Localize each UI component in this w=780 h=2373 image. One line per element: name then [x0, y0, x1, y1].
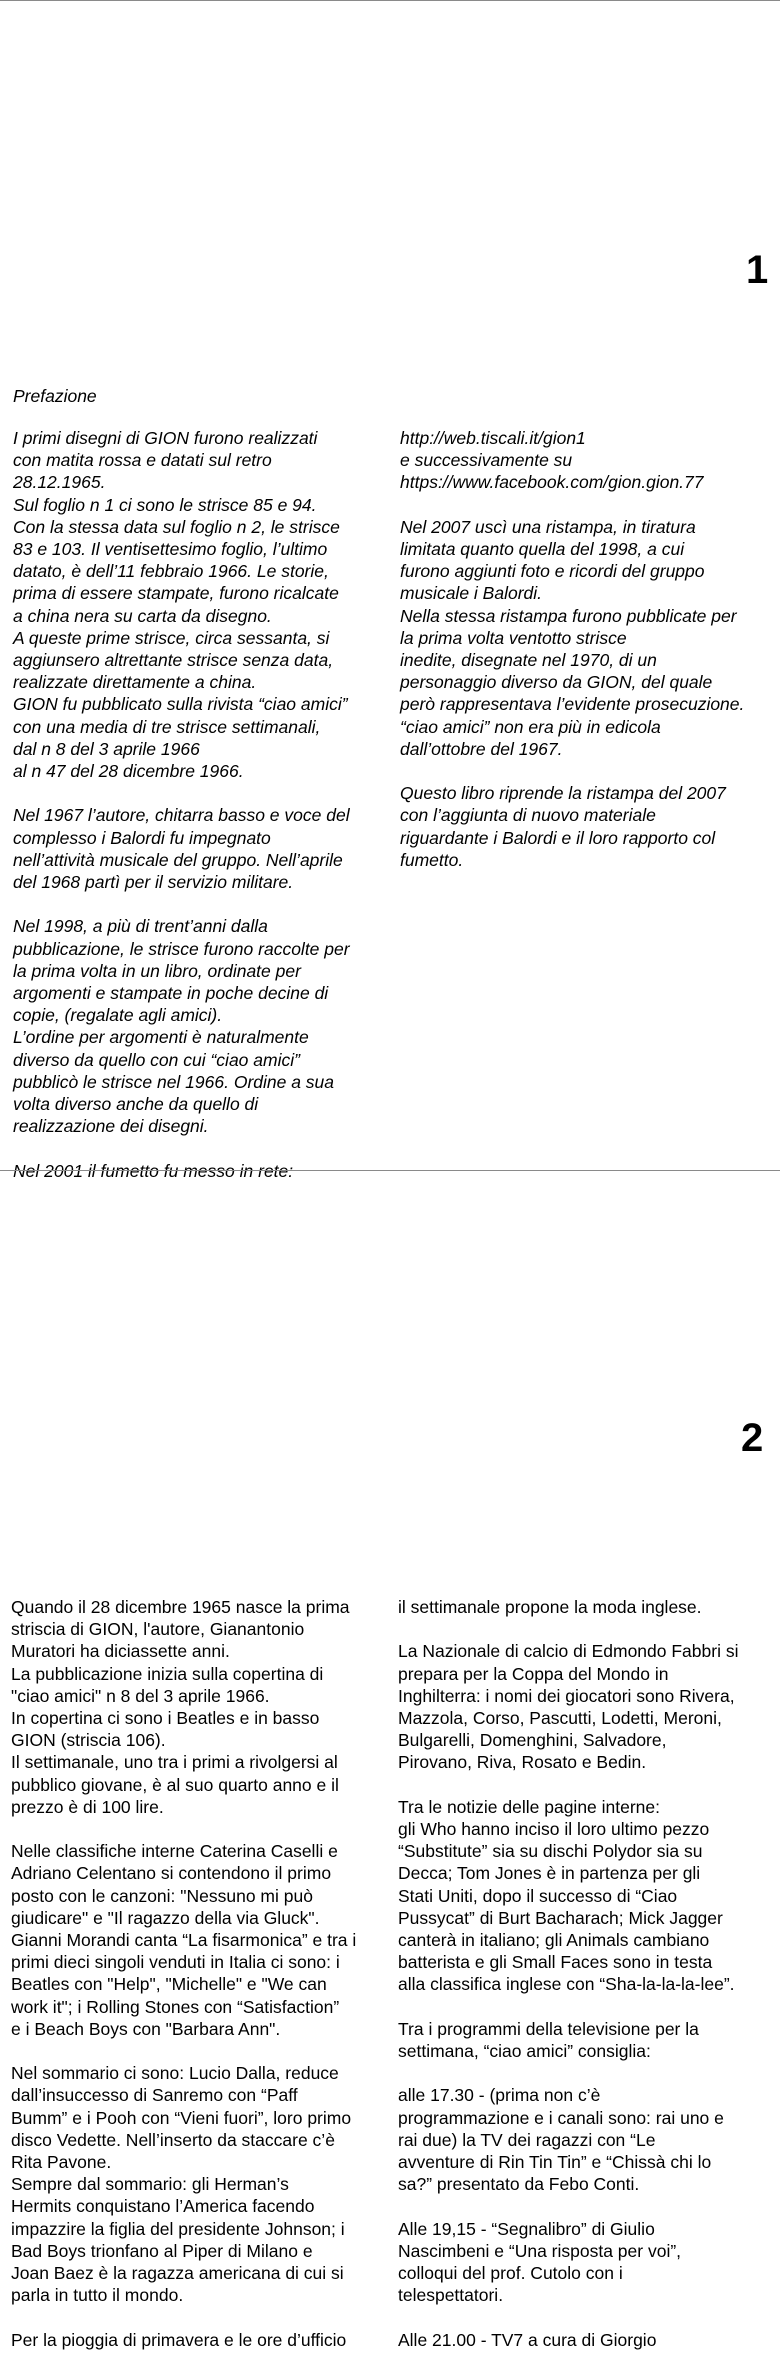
text-line: giudicare" e "Il ragazzo della via Gluck".	[11, 1907, 320, 1928]
text-line: Nella stessa ristampa furono pubblicate per	[400, 605, 737, 626]
text-line: però rappresentava l’evidente prosecuzione.	[400, 694, 745, 715]
text-line: pubblicazione, le strisce furono raccolte per	[13, 938, 350, 959]
text-line: dall’ottobre del 1967.	[400, 738, 563, 759]
text-line: canterà in italiano; gli Animals cambiano	[398, 1930, 710, 1951]
paragraph	[11, 1596, 396, 1818]
text-line: fumetto.	[400, 849, 464, 870]
text-line: primi dieci singoli venduti in Italia ci sono: i	[11, 1952, 340, 1973]
text-line: complesso i Balordi fu impegnato	[13, 827, 271, 848]
text-line: datato, è dell’11 febbraio 1966. Le storie,	[13, 561, 329, 582]
text-line: Quando il 28 dicembre 1965 nasce la prima	[11, 1597, 350, 1617]
text-line: Beatles con "Help", "Michelle" e "We can	[11, 1974, 327, 1995]
text-line: Pussycat” di Burt Bacharach; Mick Jagger	[398, 1907, 723, 1928]
text-line: telespettatori.	[398, 2285, 504, 2306]
text-line: https://www.facebook.com/gion.gion.77	[400, 472, 704, 493]
text-line: prezzo è di 100 lire.	[11, 1796, 164, 1817]
text-line: Bulgarelli, Domenghini, Salvadore,	[398, 1730, 667, 1751]
paragraph	[400, 782, 780, 871]
text-line: striscia di GION, l'autore, Gianantonio	[11, 1619, 305, 1640]
text-line: 28.12.1965.	[13, 472, 106, 493]
text-line: Joan Baez è la ragazza americana di cui si	[11, 2263, 344, 2284]
text-line: work it"; i Rolling Stones con “Satisfaction”	[11, 1996, 340, 2017]
text-line: Nel 1967 l’autore, chitarra basso e voce del	[13, 805, 350, 826]
text-line: Bad Boys trionfano al Piper di Milano e	[11, 2240, 313, 2261]
text-line: Tra le notizie delle pagine interne:	[398, 1796, 661, 1817]
text-line: Nel 1998, a più di trent’anni dalla	[13, 916, 268, 937]
text-line: gli Who hanno inciso il loro ultimo pezzo	[398, 1819, 710, 1839]
text-line: Bumm” e i Pooh con “Vieni fuori”, loro primo	[11, 2107, 352, 2128]
text-line: riguardante i Balordi e il loro rapporto col	[400, 827, 716, 848]
text-line: e successivamente su	[400, 450, 573, 471]
paragraph	[400, 516, 780, 760]
text-line: furono aggiunti foto e ricordi del gruppo	[400, 561, 705, 582]
paragraph	[398, 1640, 780, 1773]
paragraph	[398, 2084, 780, 2195]
text-line: “ciao amici” non era più in edicola	[400, 716, 661, 737]
paragraph	[11, 1840, 396, 2040]
text-line: Adriano Celentano si contendono il primo	[11, 1863, 332, 1884]
text-line: realizzate direttamente a china.	[13, 672, 257, 693]
text-line: e i Beach Boys con "Barbara Ann".	[11, 2018, 281, 2039]
text-line: impazzire la figlia del presidente Johnson; i	[11, 2218, 345, 2239]
text-line: a china nera su carta da disegno.	[13, 605, 272, 626]
text-line: Nel 2001 il fumetto fu messo in rete:	[13, 1160, 294, 1181]
text-line: Pirovano, Riva, Rosato e Bedin.	[398, 1752, 647, 1773]
paragraph	[11, 2329, 396, 2351]
text-line: Decca; Tom Jones è in partenza per gli	[398, 1863, 701, 1884]
text-line: Stati Uniti, dopo il successo di “Ciao	[398, 1885, 678, 1906]
text-line: Alle 21.00 - TV7 a cura di Giorgio	[398, 2329, 657, 2350]
text-line: musicale i Balordi.	[400, 583, 542, 604]
text-line: al n 47 del 28 dicembre 1966.	[13, 761, 244, 782]
text-line: alla classifica inglese con “Sha-la-la-la-lee”.	[398, 1974, 735, 1995]
paragraph	[398, 1596, 780, 1618]
text-line: "ciao amici" n 8 del 3 aprile 1966.	[11, 1685, 270, 1706]
text-line: inedite, disegnate nel 1970, di un	[400, 650, 657, 671]
text-line: Sul foglio n 1 ci sono le strisce 85 e 94.	[13, 494, 317, 515]
text-line: I primi disegni di GION furono realizzati	[13, 428, 318, 448]
paragraph	[13, 427, 393, 782]
text-line: Nel sommario ci sono: Lucio Dalla, reduce	[11, 2063, 339, 2084]
page-number: 2	[741, 1416, 764, 1460]
text-line: http://web.tiscali.it/gion1	[400, 428, 586, 448]
text-line: L’ordine per argomenti è naturalmente	[13, 1027, 309, 1048]
text-line: programmazione e i canali sono: rai uno e	[398, 2107, 724, 2128]
text-line: Muratori ha diciassette anni.	[11, 1641, 230, 1662]
text-line: Questo libro riprende la ristampa del 2007	[400, 783, 726, 804]
text-line: Mazzola, Corso, Pascutti, Lodetti, Meroni,	[398, 1708, 722, 1728]
text-line: il settimanale propone la moda inglese.	[398, 1597, 702, 1617]
text-line: La Nazionale di calcio di Edmondo Fabbri si	[398, 1641, 739, 1662]
text-line: In copertina ci sono i Beatles e in basso	[11, 1708, 320, 1729]
text-line: Con la stessa data sul foglio n 2, le strisce	[13, 516, 340, 537]
paragraph	[13, 804, 393, 893]
text-line: La pubblicazione inizia sulla copertina di	[11, 1663, 324, 1684]
text-line: prima di essere stampate, furono ricalcate	[13, 583, 339, 604]
text-line: Sempre dal sommario: gli Herman’s	[11, 2174, 289, 2195]
paragraph	[398, 2018, 780, 2062]
text-line: dall’insuccesso di Sanremo con “Paff	[11, 2085, 298, 2106]
text-line: alle 17.30 - (prima non c’è	[398, 2085, 601, 2106]
text-line: la prima volta ventotto strisce	[400, 627, 627, 648]
text-line: posto con le canzoni: "Nessuno mi può	[11, 1885, 313, 1906]
text-line: GION fu pubblicato sulla rivista “ciao amici”	[13, 694, 348, 715]
text-line: colloqui del prof. Cutolo con i	[398, 2263, 623, 2284]
text-line: Gianni Morandi canta “La fisarmonica” e tra i	[11, 1930, 357, 1951]
text-line: rai due) la TV dei ragazzi con “Le	[398, 2129, 656, 2150]
text-line: 83 e 103. Il ventisettesimo foglio, l’ultimo	[13, 539, 328, 560]
text-line: aggiunsero altrettante strisce senza data,	[13, 650, 334, 671]
text-line: parla in tutto il mondo.	[11, 2285, 184, 2306]
text-line: con una media di tre strisce settimanali,	[13, 716, 321, 737]
text-line: argomenti e stampate in poche decine di	[13, 983, 329, 1004]
text-line: personaggio diverso da GION, del quale	[400, 672, 713, 693]
text-line: A queste prime strisce, circa sessanta, si	[13, 627, 330, 648]
text-line: batterista e gli Small Faces sono in testa	[398, 1952, 713, 1973]
text-line: realizzazione dei disegni.	[13, 1116, 209, 1137]
text-line: Il settimanale, uno tra i primi a rivolgersi al	[11, 1752, 338, 1773]
text-line: Rita Pavone.	[11, 2152, 112, 2173]
text-line: Per la pioggia di primavera e le ore d’ufficio	[11, 2329, 347, 2350]
text-line: del 1968 partì per il servizio militare.	[13, 872, 294, 893]
paragraph	[398, 2329, 780, 2351]
text-line: prepara per la Coppa del Mondo in	[398, 1663, 669, 1684]
paragraph	[398, 2218, 780, 2307]
text-line: “Substitute” sia su dischi Polydor sia su	[398, 1841, 703, 1862]
page1-left-column	[13, 427, 393, 1204]
page2-right-column	[398, 1596, 780, 2373]
section-heading: Prefazione	[13, 386, 97, 406]
text-line: GION (striscia 106).	[11, 1730, 166, 1751]
text-line: avventure di Rin Tin Tin” e “Chissà chi lo	[398, 2152, 712, 2173]
text-line: diverso da quello con cui “ciao amici”	[13, 1049, 300, 1070]
page1-right-column	[400, 427, 780, 893]
page-top-rule	[0, 0, 780, 1]
text-line: disco Vedette. Nell’inserto da staccare c’è	[11, 2129, 335, 2150]
text-line: sa?” presentato da Febo Conti.	[398, 2174, 640, 2195]
text-line: pubblico giovane, è al suo quarto anno e il	[11, 1774, 339, 1795]
text-line: copie, (regalate agli amici).	[13, 1005, 223, 1026]
paragraph	[400, 427, 780, 494]
text-line: nell’attività musicale del gruppo. Nell’aprile	[13, 849, 343, 870]
text-line: pubblicò le strisce nel 1966. Ordine a sua	[13, 1071, 335, 1092]
text-line: Nel 2007 uscì una ristampa, in tiratura	[400, 516, 696, 537]
text-line: Nascimbeni e “Una risposta per voi”,	[398, 2240, 682, 2261]
page-break-rule	[0, 1170, 780, 1171]
text-line: volta diverso anche da quello di	[13, 1094, 259, 1115]
text-line: limitata quanto quella del 1998, a cui	[400, 539, 685, 559]
paragraph	[398, 1796, 780, 1996]
text-line: con matita rossa e datati sul retro	[13, 450, 272, 471]
text-line: con l’aggiunta di nuovo materiale	[400, 805, 656, 826]
text-line: Inghilterra: i nomi dei giocatori sono Rivera,	[398, 1685, 735, 1706]
text-line: Alle 19,15 - “Segnalibro” di Giulio	[398, 2218, 655, 2239]
text-line: Tra i programmi della televisione per la	[398, 2018, 699, 2039]
text-line: dal n 8 del 3 aprile 1966	[13, 738, 200, 759]
page-number: 1	[746, 248, 769, 292]
text-line: settimana, “ciao amici” consiglia:	[398, 2041, 651, 2062]
page2-left-column	[11, 1596, 396, 2373]
paragraph	[13, 915, 393, 1137]
text-line: Hermits conquistano l’America facendo	[11, 2196, 315, 2217]
paragraph	[11, 2062, 396, 2306]
text-line: la prima volta in un libro, ordinate per	[13, 960, 301, 981]
text-line: Nelle classifiche interne Caterina Caselli e	[11, 1841, 338, 1862]
